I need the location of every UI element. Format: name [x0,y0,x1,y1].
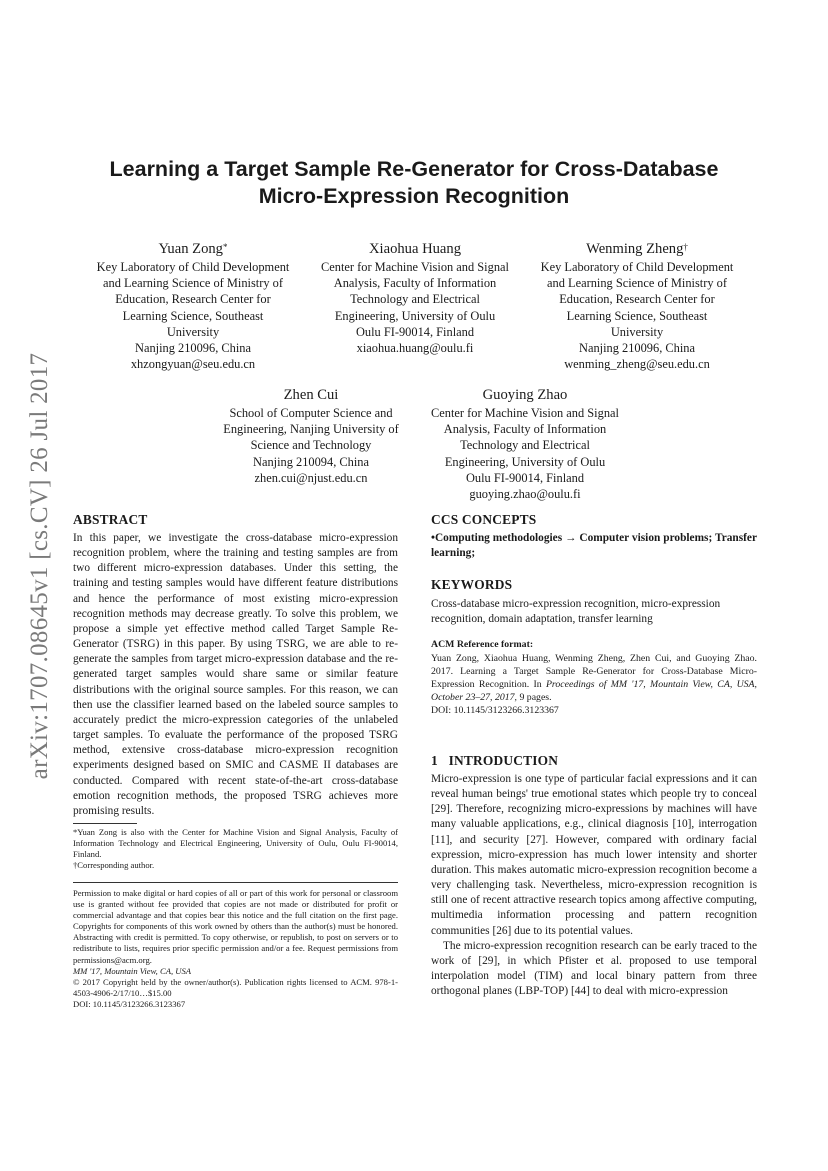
author-affiliation: Learning Science, Southeast [566,308,708,323]
author-affiliation: Education, Research Center for [115,292,271,307]
author-email[interactable]: wenming_zheng@seu.edu.cn [564,357,710,372]
author-email[interactable]: xiaohua.huang@oulu.fi [356,341,474,356]
copyright-line: © 2017 Copyright held by the owner/author(s). Publication rights licensed to ACM. 978-1-4503-4906-2/17/10…$15.00 [73,976,398,998]
author-block-4 [200,386,422,486]
paper-title [60,156,768,210]
author-location: Nanjing 210096, China [579,341,695,356]
author-location: Oulu FI-90014, Finland [355,324,475,339]
keywords-text: Cross-database micro-expression recognition, micro-expression recognition, domain adaptation, transfer learning [431,598,721,626]
author-email[interactable]: xhzongyuan@seu.edu.cn [130,357,256,372]
author-affiliation: and Learning Science of Ministry of [547,276,727,291]
author-affiliation: Analysis, Faculty of Information [443,422,607,437]
permission-block [73,888,398,1010]
author-affiliation: University [610,324,664,339]
author-affiliation: Center for Machine Vision and Signal [431,406,619,420]
author-location: Oulu FI-90014, Finland [465,470,585,485]
ccs-heading: CCS CONCEPTS [431,512,537,527]
author-affiliation: Technology and Electrical [350,292,480,307]
author-name: Zhen Cui [283,387,339,403]
ccs-body [431,531,757,561]
author-affiliation: Engineering, Nanjing University of [223,422,399,437]
author-affiliation: Engineering, University of Oulu [334,308,496,323]
footnote-rule [73,823,137,824]
author-affiliation: Engineering, University of Oulu [444,454,606,469]
venue-line: MM '17, Mountain View, CA, USA [73,965,191,976]
author-affiliation: Science and Technology [250,438,372,453]
author-affiliation: Key Laboratory of Child Development [540,260,734,274]
permission-rule [73,882,398,883]
footnotes [73,827,398,871]
footnote-2: †Corresponding author. [73,860,155,871]
acm-ref-doi: DOI: 10.1145/3123266.3123367 [431,705,559,717]
author-affiliation: Learning Science, Southeast [122,308,264,323]
abstract-text: In this paper, we investigate the cross-database micro-expression recognition problem, where the training and testing samples are from two different micro-expression databases. Under this setting, the training and testing samples would have different feature distributions and hence the performance of most existing micro-expression recognition methods may decrease greatly. To solve this problem, we propose a simple yet effective method called Target Sample Re-Generator (TSRG) in this paper. By using TSRG, we are able to re-generate the samples from target micro-expression database and the re-generated target samples would share same or similar feature distributions with the original source samples. For this reason, we can then use the classifier learned based on the labeled source samples to accurately predict the micro-expression categories of the unlabeled target samples. To evaluate the performance of the proposed TSRG method, extensive cross-database micro-expression recognition experiments designed based on SMIC and CASME II databases are conducted. Compared with recent state-of-the-art cross-database emotion recognition methods, the proposed TSRG achieves more promising results. [73,532,398,817]
author-name: Wenming Zheng† [586,241,688,257]
author-location: Nanjing 210096, China [135,341,251,356]
permission-text: Permission to make digital or hard copies of all or part of this work for personal or classroom use is granted without fee provided that copies are not made or distributed for profit or commercial advantage and that copies bear this notice and the full citation on the first page. Copyrights for components of this work owned by others than the author(s) must be honored. Abstracting with credit is permitted. To copy otherwise, or republish, to post on servers or to redistribute to lists, requires prior specific permission and/or a fee. Request permissions from permissions@acm.org. [73,888,398,965]
abstract-body [73,531,398,819]
title-line-2: Micro-Expression Recognition [258,184,570,208]
author-name: Guoying Zhao [482,387,568,403]
author-location: Nanjing 210094, China [253,454,369,469]
arxiv-stamp: arXiv:1707.08645v1 [cs.CV] 26 Jul 2017 [26,352,53,780]
acm-ref-body [431,652,757,717]
author-email[interactable]: zhen.cui@njust.edu.cn [254,470,368,485]
author-email[interactable]: guoying.zhao@oulu.fi [469,487,581,502]
author-affiliation: Education, Research Center for [559,292,715,307]
author-affiliation: Center for Machine Vision and Signal [321,260,509,274]
intro-paragraph-2: The micro-expression recognition research can be early traced to the work of [29], in which Pfister et al. proposed to use temporal interpolation model (TIM) and local binary pattern from three orthogonal planes (LBP-TOP) [44] to deal with micro-expression [431,939,757,998]
author-affiliation: Analysis, Faculty of Information [333,276,497,291]
author-affiliation: University [166,324,220,339]
author-affiliation: and Learning Science of Ministry of [103,276,283,291]
permission-doi: DOI: 10.1145/3123266.3123367 [73,998,186,1009]
abstract-heading: ABSTRACT [73,512,148,527]
author-name: Xiaohua Huang [369,241,461,257]
author-block-2 [304,240,526,356]
acm-ref-text: Yuan Zong, Xiaohua Huang, Wenming Zheng, Zhen Cui, and Guoying Zhao. 2017. Learning a Target Sample Re-Generator for Cross-Database Micro-Expression Recognition. In Proceedings of MM '17, Mountain View, CA, USA, October 23–27, 2017, 9 pages. [431,653,757,704]
ccs-text: •Computing methodologies → Computer vision problems; Transfer learning; [431,532,757,560]
author-affiliation: School of Computer Science and [229,406,393,420]
introduction-heading: 1 INTRODUCTION [431,753,559,768]
keywords-body [431,597,757,627]
author-block-1 [82,240,304,372]
title-line-1: Learning a Target Sample Re-Generator for Cross-Database [109,157,719,181]
acm-ref-heading: ACM Reference format: [431,639,534,650]
author-name: Yuan Zong* [158,241,228,257]
author-block-3 [526,240,748,372]
author-block-5 [414,386,636,502]
author-affiliation: Key Laboratory of Child Development [96,260,290,274]
footnote-1: *Yuan Zong is also with the Center for Machine Vision and Signal Analysis, Faculty of Information Technology and Electrical Engineering, University of Oulu, Oulu FI-90014, Finland. [73,827,398,860]
introduction-body [431,772,757,999]
author-affiliation: Technology and Electrical [460,438,590,453]
intro-paragraph-1: Micro-expression is one type of particular facial expressions and it can reveal human beings' true emotional states which people try to conceal [29]. Therefore, recognizing micro-expressions by machines will have many valuable applications, e.g., clinical diagnosis [10], interrogation [11], and security [27]. However, compared with ordinary facial expression, micro-expression has much lower intensity and shorter duration. This makes automatic micro-expression recognition become a very challenging task. Nevertheless, micro-expression recognition is still one of recent attractive research topics among affective computing, multimedia information processing and pattern recognition communities [26] due to its potential values. [431,773,757,937]
keywords-heading: KEYWORDS [431,577,513,592]
